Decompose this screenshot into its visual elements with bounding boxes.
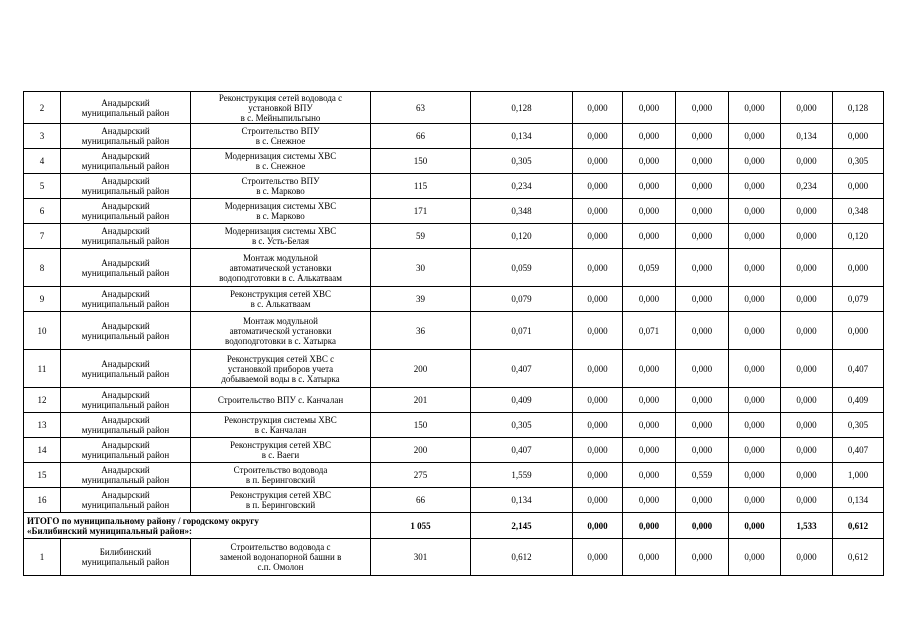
capacity-cell: 200 — [371, 350, 471, 388]
period-value-cell: 0,305 — [833, 413, 884, 438]
period-value-cell: 0,071 — [623, 312, 676, 350]
capacity-cell: 36 — [371, 312, 471, 350]
period-value-cell: 0,000 — [781, 350, 833, 388]
project-name-cell: Реконструкция сетей водовода с установкой ВПУ в с. Мейныпильгыно — [191, 92, 371, 124]
cost-cell: 0,079 — [471, 287, 573, 312]
capacity-cell: 59 — [371, 224, 471, 249]
capacity-cell: 63 — [371, 92, 471, 124]
table-row — [24, 249, 884, 287]
project-name-cell: Реконструкция сетей ХВС в с. Ваеги — [191, 438, 371, 463]
cost-cell: 0,612 — [471, 539, 573, 576]
period-value-cell: 0,000 — [729, 249, 781, 287]
total-label-cell: ИТОГО по муниципальному району / городскому округу «Билибинский муниципальный район»: — [24, 513, 371, 539]
project-name-cell: Модернизация системы ХВС в с. Марково — [191, 199, 371, 224]
period-value-cell: 0,000 — [573, 149, 623, 174]
project-name-cell: Реконструкция системы ХВС в с. Канчалан — [191, 413, 371, 438]
row-number-cell: 8 — [24, 249, 61, 287]
period-value-cell: 0,000 — [729, 539, 781, 576]
investment-program-table — [23, 91, 884, 576]
project-name-cell: Строительство ВПУ в с. Снежное — [191, 124, 371, 149]
period-value-cell: 0,000 — [623, 488, 676, 513]
total-period-value-cell: 0,000 — [573, 513, 623, 539]
period-value-cell: 0,000 — [676, 149, 729, 174]
project-name-cell: Строительство водовода с заменой водонапорной башни в с.п. Омолон — [191, 539, 371, 576]
period-value-cell: 0,000 — [781, 539, 833, 576]
period-value-cell: 0,000 — [676, 312, 729, 350]
total-period-value-cell: 0,000 — [729, 513, 781, 539]
period-value-cell: 0,000 — [781, 312, 833, 350]
period-value-cell: 0,000 — [781, 199, 833, 224]
row-number-cell: 15 — [24, 463, 61, 488]
period-value-cell: 0,000 — [623, 224, 676, 249]
project-name-cell: Монтаж модульной автоматической установки водоподготовки в с. Алькатваам — [191, 249, 371, 287]
period-value-cell: 0,000 — [781, 287, 833, 312]
period-value-cell: 0,000 — [676, 199, 729, 224]
district-cell: Билибинский муниципальный район — [61, 539, 191, 576]
district-cell: Анадырский муниципальный район — [61, 488, 191, 513]
period-value-cell: 0,000 — [676, 124, 729, 149]
total-period-value-cell: 0,612 — [833, 513, 884, 539]
row-number-cell: 9 — [24, 287, 61, 312]
period-value-cell: 0,000 — [573, 488, 623, 513]
period-value-cell: 0,079 — [833, 287, 884, 312]
table-row — [24, 124, 884, 149]
row-number-cell: 1 — [24, 539, 61, 576]
period-value-cell: 0,000 — [729, 199, 781, 224]
period-value-cell: 0,000 — [781, 413, 833, 438]
period-value-cell: 0,000 — [729, 413, 781, 438]
period-value-cell: 0,000 — [676, 287, 729, 312]
period-value-cell: 0,000 — [781, 488, 833, 513]
table-row — [24, 199, 884, 224]
period-value-cell: 0,000 — [573, 287, 623, 312]
row-number-cell: 16 — [24, 488, 61, 513]
period-value-cell: 0,000 — [623, 174, 676, 199]
period-value-cell: 0,000 — [833, 124, 884, 149]
cost-cell: 0,128 — [471, 92, 573, 124]
period-value-cell: 0,000 — [573, 438, 623, 463]
cost-cell: 0,348 — [471, 199, 573, 224]
period-value-cell: 0,000 — [573, 388, 623, 413]
project-name-cell: Строительство водовода в п. Беринговский — [191, 463, 371, 488]
period-value-cell: 0,000 — [573, 463, 623, 488]
district-cell: Анадырский муниципальный район — [61, 224, 191, 249]
project-name-cell: Строительство ВПУ с. Канчалан — [191, 388, 371, 413]
period-value-cell: 0,000 — [623, 539, 676, 576]
period-value-cell: 0,305 — [833, 149, 884, 174]
cost-cell: 0,120 — [471, 224, 573, 249]
row-number-cell: 13 — [24, 413, 61, 438]
period-value-cell: 0,000 — [676, 539, 729, 576]
period-value-cell: 0,234 — [781, 174, 833, 199]
period-value-cell: 0,000 — [676, 488, 729, 513]
district-cell: Анадырский муниципальный район — [61, 463, 191, 488]
total-row — [24, 513, 884, 539]
period-value-cell: 0,000 — [623, 438, 676, 463]
period-value-cell: 0,000 — [623, 413, 676, 438]
total-capacity-cell: 1 055 — [371, 513, 471, 539]
table-row — [24, 350, 884, 388]
total-period-value-cell: 0,000 — [623, 513, 676, 539]
period-value-cell: 0,000 — [573, 199, 623, 224]
period-value-cell: 0,000 — [623, 388, 676, 413]
district-cell: Анадырский муниципальный район — [61, 312, 191, 350]
table-row — [24, 174, 884, 199]
district-cell: Анадырский муниципальный район — [61, 199, 191, 224]
period-value-cell: 0,000 — [573, 224, 623, 249]
row-number-cell: 12 — [24, 388, 61, 413]
cost-cell: 0,134 — [471, 488, 573, 513]
row-number-cell: 5 — [24, 174, 61, 199]
capacity-cell: 150 — [371, 413, 471, 438]
project-name-cell: Реконструкция сетей ХВС в с. Алькатваам — [191, 287, 371, 312]
cost-cell: 0,407 — [471, 350, 573, 388]
period-value-cell: 0,000 — [676, 92, 729, 124]
capacity-cell: 66 — [371, 124, 471, 149]
cost-cell: 0,409 — [471, 388, 573, 413]
period-value-cell: 0,000 — [573, 92, 623, 124]
project-name-cell: Модернизация системы ХВС в с. Снежное — [191, 149, 371, 174]
period-value-cell: 0,000 — [623, 92, 676, 124]
period-value-cell: 0,000 — [573, 350, 623, 388]
district-cell: Анадырский муниципальный район — [61, 350, 191, 388]
district-cell: Анадырский муниципальный район — [61, 124, 191, 149]
table-row — [24, 438, 884, 463]
table-row — [24, 312, 884, 350]
period-value-cell: 0,000 — [781, 224, 833, 249]
capacity-cell: 66 — [371, 488, 471, 513]
row-number-cell: 7 — [24, 224, 61, 249]
capacity-cell: 115 — [371, 174, 471, 199]
period-value-cell: 0,000 — [729, 224, 781, 249]
district-cell: Анадырский муниципальный район — [61, 149, 191, 174]
period-value-cell: 0,000 — [573, 413, 623, 438]
project-name-cell: Реконструкция сетей ХВС в п. Беринговский — [191, 488, 371, 513]
period-value-cell: 0,000 — [781, 388, 833, 413]
capacity-cell: 30 — [371, 249, 471, 287]
period-value-cell: 0,000 — [573, 174, 623, 199]
period-value-cell: 0,000 — [573, 249, 623, 287]
period-value-cell: 0,612 — [833, 539, 884, 576]
capacity-cell: 275 — [371, 463, 471, 488]
period-value-cell: 0,000 — [573, 312, 623, 350]
period-value-cell: 0,000 — [729, 149, 781, 174]
total-cost-cell: 2,145 — [471, 513, 573, 539]
project-name-cell: Реконструкция сетей ХВС с установкой приборов учета добываемой воды в с. Хатырка — [191, 350, 371, 388]
table-row — [24, 224, 884, 249]
district-cell: Анадырский муниципальный район — [61, 249, 191, 287]
period-value-cell: 0,000 — [729, 287, 781, 312]
period-value-cell: 0,000 — [676, 413, 729, 438]
cost-cell: 0,071 — [471, 312, 573, 350]
district-cell: Анадырский муниципальный район — [61, 388, 191, 413]
cost-cell: 0,407 — [471, 438, 573, 463]
table-row — [24, 488, 884, 513]
period-value-cell: 0,407 — [833, 350, 884, 388]
period-value-cell: 0,000 — [623, 149, 676, 174]
cost-cell: 0,305 — [471, 413, 573, 438]
period-value-cell: 0,000 — [729, 438, 781, 463]
table-row — [24, 463, 884, 488]
row-number-cell: 3 — [24, 124, 61, 149]
cost-cell: 0,134 — [471, 124, 573, 149]
period-value-cell: 0,000 — [833, 174, 884, 199]
period-value-cell: 0,000 — [573, 539, 623, 576]
period-value-cell: 0,000 — [729, 312, 781, 350]
period-value-cell: 0,000 — [623, 463, 676, 488]
period-value-cell: 0,000 — [781, 92, 833, 124]
period-value-cell: 0,000 — [623, 287, 676, 312]
district-cell: Анадырский муниципальный район — [61, 92, 191, 124]
period-value-cell: 0,407 — [833, 438, 884, 463]
row-number-cell: 14 — [24, 438, 61, 463]
row-number-cell: 6 — [24, 199, 61, 224]
period-value-cell: 0,000 — [729, 92, 781, 124]
table-row — [24, 92, 884, 124]
period-value-cell: 0,000 — [676, 224, 729, 249]
capacity-cell: 150 — [371, 149, 471, 174]
project-name-cell: Строительство ВПУ в с. Марково — [191, 174, 371, 199]
cost-cell: 1,559 — [471, 463, 573, 488]
row-number-cell: 4 — [24, 149, 61, 174]
table-row — [24, 539, 884, 576]
period-value-cell: 0,409 — [833, 388, 884, 413]
district-cell: Анадырский муниципальный район — [61, 287, 191, 312]
period-value-cell: 0,000 — [573, 124, 623, 149]
capacity-cell: 301 — [371, 539, 471, 576]
district-cell: Анадырский муниципальный район — [61, 413, 191, 438]
total-period-value-cell: 0,000 — [676, 513, 729, 539]
period-value-cell: 0,000 — [729, 124, 781, 149]
period-value-cell: 0,000 — [781, 249, 833, 287]
period-value-cell: 0,000 — [676, 249, 729, 287]
row-number-cell: 2 — [24, 92, 61, 124]
cost-cell: 0,305 — [471, 149, 573, 174]
cost-cell: 0,234 — [471, 174, 573, 199]
table-row — [24, 287, 884, 312]
table-row — [24, 388, 884, 413]
period-value-cell: 0,134 — [833, 488, 884, 513]
period-value-cell: 0,000 — [676, 438, 729, 463]
period-value-cell: 0,000 — [676, 350, 729, 388]
period-value-cell: 0,000 — [729, 388, 781, 413]
cost-cell: 0,059 — [471, 249, 573, 287]
period-value-cell: 0,000 — [781, 149, 833, 174]
table-row — [24, 149, 884, 174]
total-period-value-cell: 1,533 — [781, 513, 833, 539]
period-value-cell: 0,000 — [623, 350, 676, 388]
capacity-cell: 200 — [371, 438, 471, 463]
district-cell: Анадырский муниципальный район — [61, 174, 191, 199]
capacity-cell: 201 — [371, 388, 471, 413]
period-value-cell: 0,000 — [833, 312, 884, 350]
period-value-cell: 0,120 — [833, 224, 884, 249]
project-name-cell: Монтаж модульной автоматической установки водоподготовки в с. Хатырка — [191, 312, 371, 350]
period-value-cell: 0,000 — [729, 463, 781, 488]
period-value-cell: 0,128 — [833, 92, 884, 124]
row-number-cell: 10 — [24, 312, 61, 350]
period-value-cell: 0,559 — [676, 463, 729, 488]
period-value-cell: 0,000 — [623, 124, 676, 149]
period-value-cell: 0,000 — [781, 463, 833, 488]
period-value-cell: 0,000 — [623, 199, 676, 224]
row-number-cell: 11 — [24, 350, 61, 388]
table-body — [24, 92, 884, 576]
period-value-cell: 1,000 — [833, 463, 884, 488]
period-value-cell: 0,000 — [833, 249, 884, 287]
period-value-cell: 0,000 — [676, 388, 729, 413]
table-row — [24, 413, 884, 438]
period-value-cell: 0,000 — [729, 488, 781, 513]
period-value-cell: 0,134 — [781, 124, 833, 149]
capacity-cell: 39 — [371, 287, 471, 312]
period-value-cell: 0,059 — [623, 249, 676, 287]
period-value-cell: 0,348 — [833, 199, 884, 224]
period-value-cell: 0,000 — [676, 174, 729, 199]
period-value-cell: 0,000 — [781, 438, 833, 463]
capacity-cell: 171 — [371, 199, 471, 224]
project-name-cell: Модернизация системы ХВС в с. Усть-Белая — [191, 224, 371, 249]
district-cell: Анадырский муниципальный район — [61, 438, 191, 463]
period-value-cell: 0,000 — [729, 350, 781, 388]
period-value-cell: 0,000 — [729, 174, 781, 199]
